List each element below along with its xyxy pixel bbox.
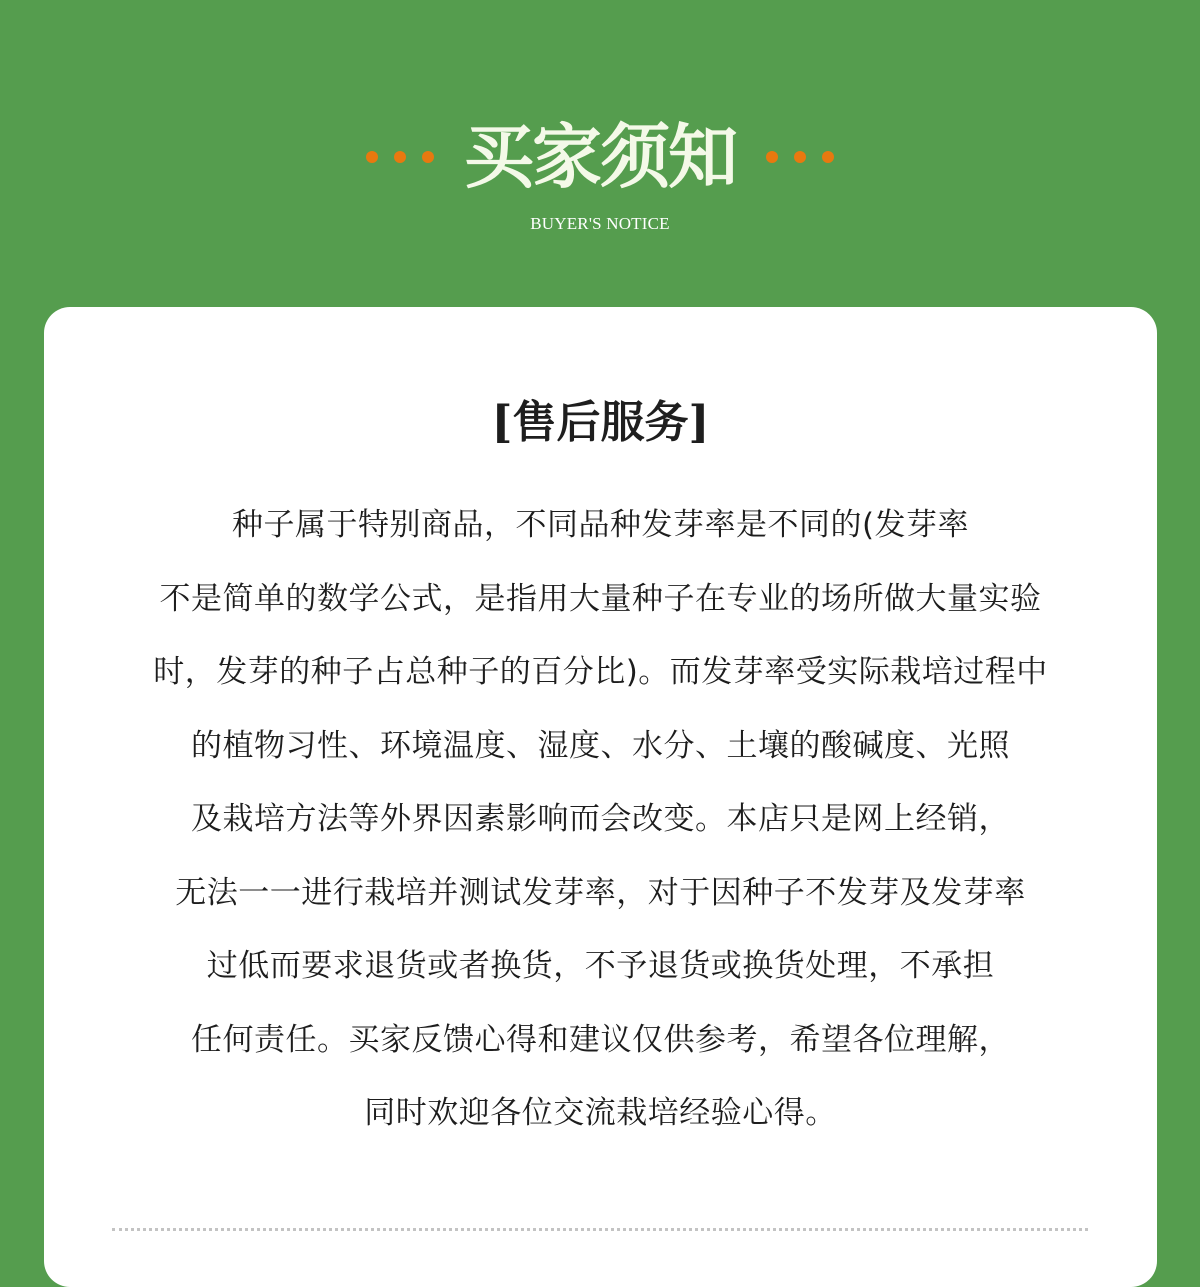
- notice-line: 及栽培方法等外界因素影响而会改变。本店只是网上经销，: [191, 801, 1010, 837]
- page-subtitle: BUYER'S NOTICE: [530, 214, 670, 233]
- notice-line: 无法一一进行栽培并测试发芽率，对于因种子不发芽及发芽率: [175, 874, 1026, 911]
- notice-body: [44, 489, 1157, 1151]
- section-title: [售后服务]: [491, 397, 710, 448]
- left-dots-decoration: [366, 151, 434, 163]
- right-dots-decoration: [766, 151, 834, 163]
- orange-dot-icon: [766, 151, 778, 163]
- notice-line: 的植物习性、环境温度、湿度、水分、土壤的酸碱度、光照: [191, 727, 1010, 764]
- page-header: [0, 0, 1200, 300]
- dotted-divider: [112, 1228, 1088, 1231]
- orange-dot-icon: [822, 151, 834, 163]
- notice-card: [44, 307, 1157, 1287]
- orange-dot-icon: [394, 151, 406, 163]
- notice-line: 时，发芽的种子占总种子的百分比)。而发芽率受实际栽培过程中: [153, 654, 1048, 690]
- orange-dot-icon: [422, 151, 434, 163]
- notice-line: 不是简单的数学公式，是指用大量种子在专业的场所做大量实验: [159, 580, 1042, 617]
- orange-dot-icon: [794, 151, 806, 163]
- title-row: [0, 112, 1200, 202]
- notice-line: 任何责任。买家反馈心得和建议仅供参考，希望各位理解，: [191, 1021, 1010, 1058]
- notice-line: 同时欢迎各位交流栽培经验心得。: [364, 1095, 837, 1131]
- page-title: 买家须知: [464, 115, 736, 198]
- notice-line: 过低而要求退货或者换货，不予退货或换货处理，不承担: [206, 948, 995, 984]
- orange-dot-icon: [366, 151, 378, 163]
- notice-line: 种子属于特别商品，不同品种发芽率是不同的(发芽率: [231, 507, 970, 543]
